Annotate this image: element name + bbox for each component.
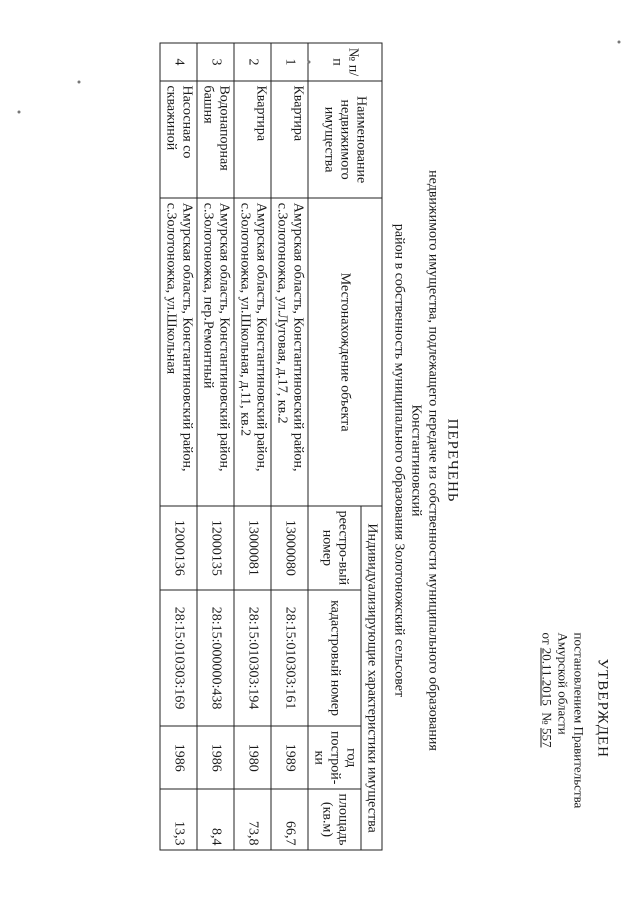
cell-reg: 13000080 [271, 506, 308, 590]
cell-year: 1986 [197, 726, 234, 789]
cell-year: 1986 [160, 726, 197, 789]
cell-name: Квартира [271, 80, 308, 197]
header-area: площадь (кв.м) [308, 788, 361, 849]
approval-number-prefix: № [539, 711, 554, 725]
cell-location: Амурская область, Константиновский район, с.Золотоножка, ул.Луговая, д.17, кв.2 [271, 198, 308, 506]
cell-cadastral: 28:15:010303:161 [271, 589, 308, 726]
header-group: Индивидуализирующие характеристики имущества [361, 506, 382, 850]
cell-location: Амурская область, Константиновский район, с.Золотоножка, ул.Школьная [160, 198, 197, 506]
cell-year: 1980 [234, 726, 271, 789]
cell-location: Амурская область, Константиновский район, с.Золотоножка, ул.Школьная, д.11, кв.2 [234, 198, 271, 506]
cell-name: Водонапорная башня [197, 80, 234, 197]
scan-speck [307, 60, 310, 63]
scan-speck [77, 80, 80, 83]
header-year: год построй-ки [308, 726, 361, 789]
header-location: Местонахождение объекта [308, 198, 382, 506]
cell-cadastral: 28:15:010303:169 [160, 589, 197, 726]
title-word: ПЕРЕЧЕНЬ [444, 418, 460, 502]
cell-area: 73,8 [234, 788, 271, 849]
header-num: № п/п [308, 43, 382, 81]
table-header-row [361, 43, 382, 850]
approval-stamp [538, 632, 610, 872]
title-line-1: недвижимого имущества, подлежащего передаче из собственности муниципального образования Константиновский [408, 169, 440, 751]
document-title [390, 120, 460, 800]
cell-area: 8,4 [197, 788, 234, 849]
scan-speck [617, 40, 620, 43]
cell-year: 1989 [271, 726, 308, 789]
cell-cadastral: 28:15:000000:438 [197, 589, 234, 726]
cell-num: 1 [271, 43, 308, 81]
scan-speck [17, 110, 20, 113]
cell-area: 13,3 [160, 788, 197, 849]
cell-name: Квартира [234, 80, 271, 197]
cell-num: 3 [197, 43, 234, 81]
cell-location: Амурская область, Константиновский район, с.Золотоножка, пер.Ремонтный [197, 198, 234, 506]
cell-reg: 13000081 [234, 506, 271, 590]
header-cadastral: кадастровый номер [308, 589, 361, 726]
header-reg: реестро-вый номер [308, 506, 361, 590]
cell-num: 2 [234, 43, 271, 81]
approval-line-2: Амурской области [555, 632, 570, 735]
table-row [197, 43, 234, 850]
approval-number: 557 [539, 727, 554, 747]
table-row [160, 43, 197, 850]
approval-heading: УТВЕРЖДЕН [594, 658, 610, 758]
cell-reg: 12000135 [197, 506, 234, 590]
property-table [159, 42, 382, 850]
approval-line-1: постановлением Правительства [571, 632, 586, 808]
cell-name: Насосная со скважиной [160, 80, 197, 197]
table-row [234, 43, 271, 850]
approval-date-line [538, 632, 554, 872]
title-line-2: район в собственность муниципального образования Золотоножский сельсовет [391, 223, 406, 697]
cell-cadastral: 28:15:010303:194 [234, 589, 271, 726]
table-row [271, 43, 308, 850]
cell-num: 4 [160, 43, 197, 81]
cell-reg: 12000136 [160, 506, 197, 590]
header-name: Наименование недвижимого имущества [308, 80, 382, 197]
approval-date: 20.11.2015 [539, 647, 554, 706]
approval-date-prefix: от [539, 632, 554, 645]
cell-area: 66,7 [271, 788, 308, 849]
